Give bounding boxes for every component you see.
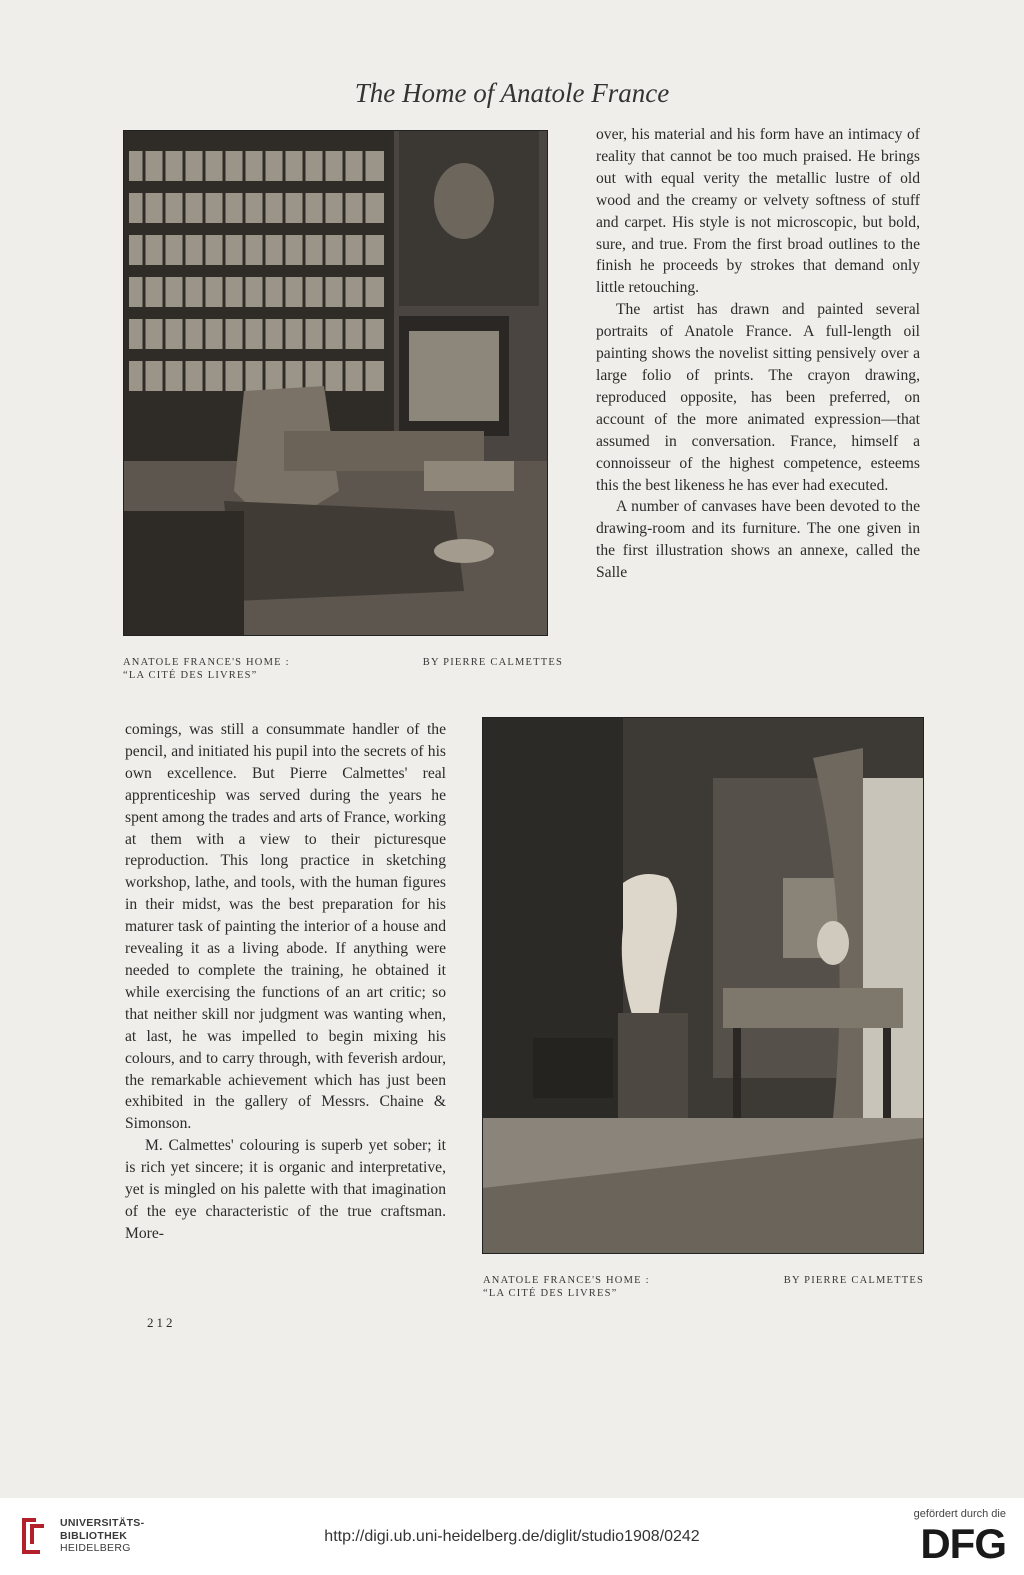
page-number: 212	[147, 1315, 176, 1330]
caption-bottom-plate	[483, 1274, 924, 1302]
caption-credit: BY PIERRE CALMETTES	[422, 657, 563, 668]
caption-subtitle: “LA CITÉ DES LIVRES”	[123, 670, 258, 681]
caption-subtitle: “LA CITÉ DES LIVRES”	[483, 1288, 618, 1299]
paragraph: over, his material and his form have an intimacy of reality that cannot be too much praised. He brings out with equal verity the metallic lustre of old wood and the creamy or velvety softness of stuff and carpet. His style is not microscopic, but bold, sure, and true. From the first broad outlines to the finish he proceeds by strokes that demand only little retouching.	[596, 126, 920, 297]
source-url-link[interactable]: http://digi.ub.uni-heidelberg.de/diglit/studio1908/0242	[324, 1528, 700, 1545]
digitization-footer	[0, 1498, 1024, 1575]
caption-credit: BY PIERRE CALMETTES	[783, 1275, 924, 1286]
dfg-logo: DFG	[920, 1520, 1006, 1567]
salle-engraving	[483, 718, 923, 1253]
caption-top-plate	[123, 656, 563, 684]
caption-title: ANATOLE FRANCE'S HOME :	[483, 1275, 650, 1286]
paragraph: comings, was still a consummate handler of the pencil, and initiated his pupil into the secrets of his own excellence. But Pierre Calmettes' real apprenticeship was served during the years he spent among the trades and arts of France, working at them with a view to their picturesque reproduction. This long practice in sketching workshop, lathe, and tools, with the human figures in their midst, was the best preparation for his maturer task of painting the interior of a house and revealing it as a living abode. If anything were needed to complete the training, he obtained it while exercising the functions of an art critic; so that neither skill nor judgment was wanting when, at last, he was impelled to begin mixing his colours, and to carry through, with feverish ardour, the remarkable achievement which has just been exhibited in the gallery of Messrs. Chaine & Simonson.	[125, 721, 446, 1133]
running-head: The Home of Anatole France	[354, 78, 670, 108]
funding-label: gefördert durch die	[913, 1508, 1006, 1520]
text-column-right	[596, 124, 920, 584]
paragraph: The artist has drawn and painted several portraits of Anatole France. A full-length oil painting shows the novelist sitting pensively over a large folio of prints. The crayon drawing, reproduced opposite, has been preferred, on account of the more animated expression—that assumed in conversation. France, himself a connoisseur of the highest competence, esteems this the best likeness he has ever had executed.	[596, 301, 920, 494]
library-name: UNIVERSITÄTS- BIBLIOTHEK HEIDELBERG	[60, 1517, 145, 1554]
plate-salle-interior	[482, 717, 924, 1254]
paragraph: M. Calmettes' colouring is superb yet sober; it is rich yet sincere; it is organic and interpretative, yet is mingled on his palette with that imagination of the eye characteristic of the true craftsman. More-	[125, 1137, 446, 1242]
plate-library-interior	[123, 130, 548, 636]
text-column-left	[125, 719, 446, 1245]
paragraph: A number of canvases have been devoted to the drawing-room and its furniture. The one given in the first illustration shows an annexe, called the Salle	[596, 498, 920, 582]
library-engraving	[124, 131, 547, 635]
caption-title: ANATOLE FRANCE'S HOME :	[123, 657, 290, 668]
